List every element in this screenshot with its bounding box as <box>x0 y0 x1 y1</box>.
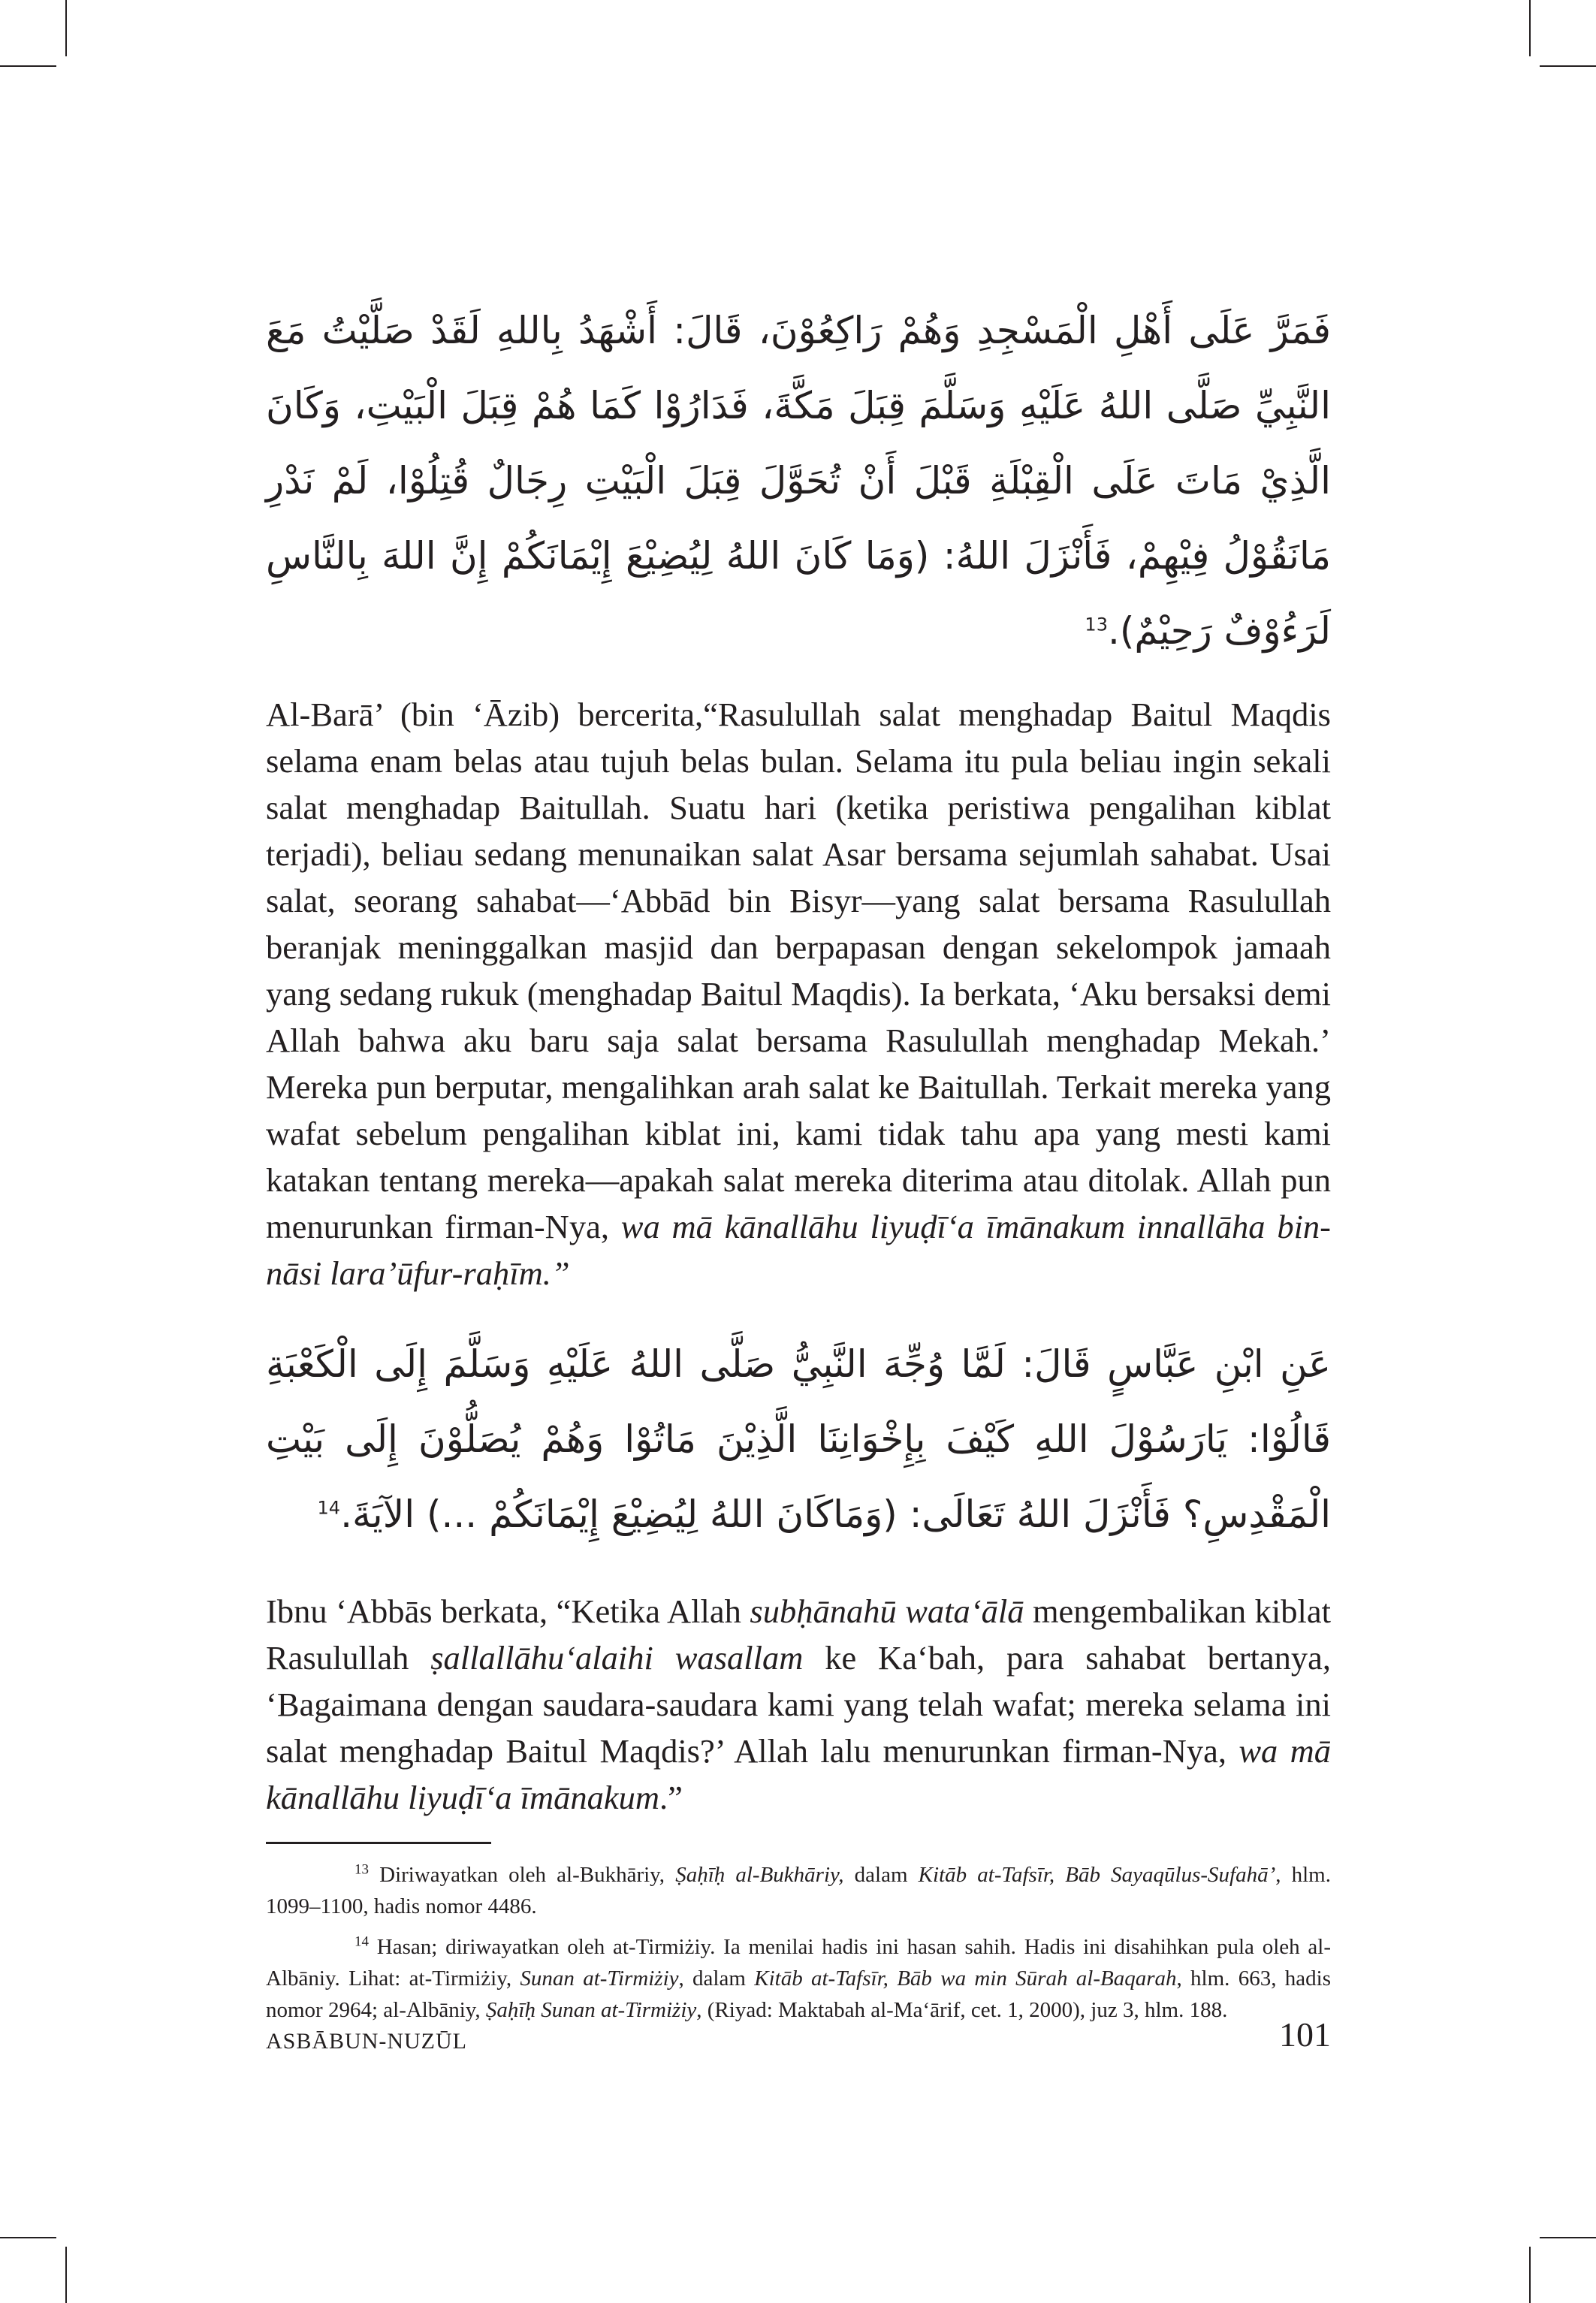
paragraph-2-text-b: mengembalikan kiblat Rasulullah <box>266 1592 1331 1677</box>
translation-paragraph-2 <box>266 1588 1331 1821</box>
crop-mark-bottom-left-vertical <box>65 2247 67 2303</box>
running-footer <box>266 2009 1331 2054</box>
footnote-14-number: 14 <box>354 1933 369 1950</box>
crop-mark-bottom-left-horizontal <box>0 2237 56 2238</box>
footnote-13-number: 13 <box>354 1861 369 1878</box>
footnote-14-text-c: , hlm. 663, hadis nomor 2964; al-Albāniy, <box>266 1966 1331 2022</box>
translation-paragraph-1-verse: wa mā kānallāhu liyuḍī‘a īmānakum innallāha bin-nāsi lara’ūfur-raḥīm.” <box>266 1208 1331 1292</box>
arabic-hadith-block-1 <box>266 293 1331 669</box>
crop-mark-top-left-horizontal <box>0 65 56 67</box>
footnote-14-italic-a: Sunan at-Tirmiżiy <box>520 1966 679 1991</box>
translation-paragraph-1 <box>266 691 1331 1296</box>
footnote-13-text-c: , hlm. 1099–1100, hadis nomor 4486. <box>266 1863 1331 1918</box>
crop-mark-bottom-right-vertical <box>1529 2247 1531 2303</box>
footnote-divider <box>266 1842 491 1844</box>
paragraph-2-text-d: .” <box>659 1779 683 1816</box>
crop-mark-top-left-vertical <box>65 0 67 56</box>
footnote-14-text-b: , dalam <box>678 1966 755 1991</box>
paragraph-2-italic-a: subḥānahū wata‘ālā <box>750 1592 1024 1630</box>
arabic-hadith-text-2: عَنِ ابْنِ عَبَّاسٍ قَالَ: لَمَّا وُجِّهَ النَّبِيُّ صَلَّى اللهُ عَلَيْهِ وَسَلَّمَ إِلَى الْكَعْبَةِ قَالُوْا: يَارَسُوْلَ اللهِ كَيْفَ بِإِخْوَانِنَا الَّذِيْنَ مَاتُوْا وَهُمْ يُصَلُّوْنَ إِلَى بَيْتِ الْمَقْدِسِ؟ فَأَنْزَلَ اللهُ تَعَالَى: (وَمَاكَانَ اللهُ لِيُضِيْعَ إِيْمَانَكُمْ ...) الآيَةَ. <box>266 1342 1331 1536</box>
footnote-13-text-a: Diriwayatkan oleh al-Bukhāriy, <box>379 1863 676 1887</box>
translation-paragraph-1-text: Al-Barā’ (bin ‘Āzib) bercerita,“Rasulullah salat menghadap Baitul Maqdis selama enam belas atau tujuh belas bulan. Selama itu pula beliau ingin sekali salat menghadap Baitullah. Suatu hari (ketika peristiwa pengalihan kiblat terjadi), beliau sedang menunaikan salat Asar bersama sejumlah sahabat. Usai salat, seorang sahabat—‘Abbād bin Bisyr—yang salat bersama Rasulullah beranjak meninggalkan masjid dan berpapasan dengan sekelompok jamaah yang sedang rukuk (menghadap Baitul Maqdis). Ia berkata, ‘Aku bersaksi demi Allah bahwa aku baru saja salat bersama Rasulullah menghadap Mekah.’ Mereka pun berputar, mengalihkan arah salat ke Baitullah. Terkait mereka yang wafat sebelum pengalihan kiblat ini, kami tidak tahu apa yang mesti kami katakan tentang mereka—apakah salat mereka diterima atau ditolak. Allah pun menurunkan firman-Nya, <box>266 696 1331 1245</box>
footnote-14-text-d: , (Riyad: Maktabah al-Ma‘ārif, cet. 1, 2000), juz 3, hlm. 188. <box>696 1998 1228 2022</box>
crop-mark-bottom-right-horizontal <box>1540 2237 1596 2238</box>
footnote-13-text-b: dalam <box>843 1863 919 1887</box>
paragraph-2-italic-c: wa mā kānallāhu liyuḍī‘a īmānakum <box>266 1732 1331 1816</box>
arabic-hadith-text-1: فَمَرَّ عَلَى أَهْلِ الْمَسْجِدِ وَهُمْ رَاكِعُوْنَ، قَالَ: أَشْهَدُ بِاللهِ لَقَدْ صَلَّيْتُ مَعَ النَّبِيِّ صَلَّى اللهُ عَلَيْهِ وَسَلَّمَ قِبَلَ مَكَّةَ، فَدَارُوْا كَمَا هُمْ قِبَلَ الْبَيْتِ، وَكَانَ الَّذِيْ مَاتَ عَلَى الْقِبْلَةِ قَبْلَ أَنْ تُحَوَّلَ قِبَلَ الْبَيْتِ رِجَالٌ قُتِلُوْا، لَمْ نَدْرِ مَانَقُوْلُ فِيْهِمْ، فَأَنْزَلَ اللهُ: (وَمَا كَانَ اللهُ لِيُضِيْعَ إِيْمَانَكُمْ إِنَّ اللهَ بِالنَّاسِ لَرَءُوْفٌ رَحِيْمٌ). <box>266 309 1331 653</box>
footnote-14-text-a: Hasan; diriwayatkan oleh at-Tirmiżiy. Ia menilai hadis ini hasan sahih. Hadis ini disahihkan pula oleh al-Albāniy. Lihat: at-Tirmiżiy, <box>266 1935 1332 1991</box>
page-number: 101 <box>1279 2015 1331 2054</box>
paragraph-2-italic-b: ṣallallāhu‘alaihi wasallam <box>430 1639 804 1677</box>
crop-mark-top-right-vertical <box>1529 0 1531 56</box>
arabic-hadith-block-2 <box>266 1327 1331 1552</box>
crop-mark-top-right-horizontal <box>1540 65 1596 67</box>
page-content <box>266 293 1331 2035</box>
footnote-14-italic-b: Kitāb at-Tafsīr, Bāb wa min Sūrah al-Baqarah <box>754 1966 1177 1991</box>
footnote-ref-14: 14 <box>317 1497 341 1519</box>
footnote-13 <box>266 1859 1331 1922</box>
running-title: ASBĀBUN-NUZŪL <box>266 2029 467 2054</box>
footnote-14-italic-c: Ṣaḥīḥ Sunan at-Tirmiżiy <box>485 1998 697 2022</box>
footnote-13-italic-b: Kitāb at-Tafsīr, Bāb Sayaqūlus-Sufahā’ <box>918 1863 1276 1887</box>
footnote-13-italic-a: Ṣaḥīḥ al-Bukhāriy, <box>675 1863 844 1887</box>
paragraph-2-text-c: ke Ka‘bah, para sahabat bertanya, ‘Bagaimana dengan saudara-saudara kami yang telah wafat; mereka selama ini salat menghadap Baitul Maqdis?’ Allah lalu menurunkan firman-Nya, <box>266 1639 1332 1770</box>
footnote-ref-13: 13 <box>1085 614 1108 635</box>
paragraph-2-text-a: Ibnu ‘Abbās berkata, “Ketika Allah <box>266 1592 750 1630</box>
